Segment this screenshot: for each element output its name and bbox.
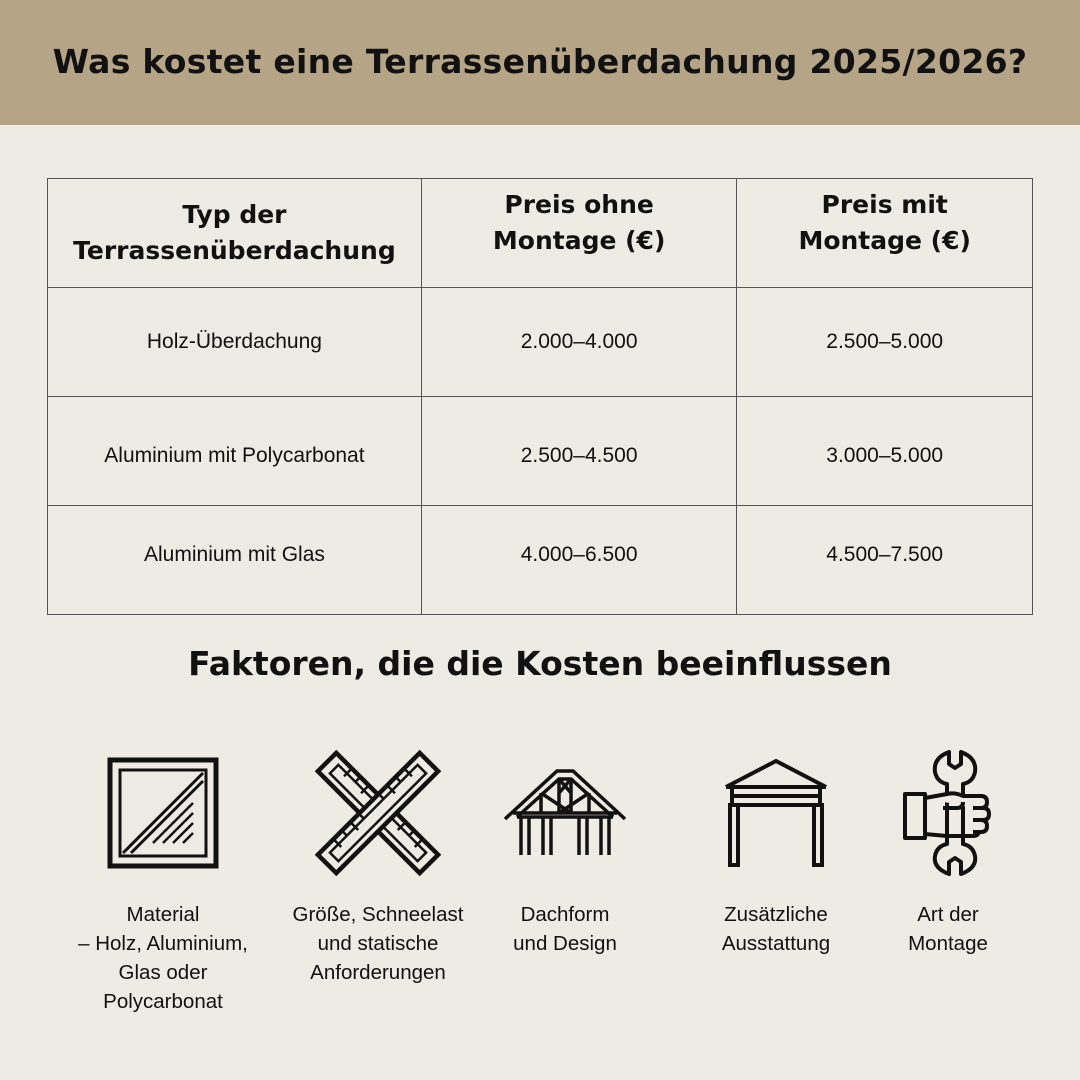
header-price-without-installation xyxy=(421,179,737,288)
factor-roof-design xyxy=(470,748,660,958)
header-type xyxy=(48,179,422,288)
factor-label: Material – Holz, Aluminium, Glas oder Polycarbonat xyxy=(78,903,248,1013)
factor-equipment xyxy=(681,748,871,958)
header-price-with-installation xyxy=(737,179,1033,288)
cell-type: Holz-Überdachung xyxy=(48,288,422,397)
crossed-rulers-icon xyxy=(313,748,443,878)
cell-price-without: 2.000–4.000 xyxy=(421,288,737,397)
cell-price-with xyxy=(737,506,1033,615)
table-row xyxy=(48,288,1033,397)
cell-price-without xyxy=(421,397,737,506)
factors-title: Faktoren, die die Kosten beeinflussen xyxy=(188,644,892,683)
cell-price-without xyxy=(421,506,737,615)
cell-price-with-text: 4.500–7.500 xyxy=(826,543,944,566)
factor-material xyxy=(68,748,258,1016)
table-row xyxy=(48,397,1033,506)
factor-installation xyxy=(853,748,1043,958)
header-type-label: Typ der Terrassenüberdachung xyxy=(73,200,396,265)
factor-label: Größe, Schneelast und statische Anforderungen xyxy=(292,903,464,984)
cell-type xyxy=(48,397,422,506)
hand-wrench-icon xyxy=(883,748,1013,878)
factor-label: Art der Montage xyxy=(908,903,988,955)
cell-price-without-text: 2.500–4.500 xyxy=(520,444,638,467)
header-price-without-label: Preis ohne Montage (€) xyxy=(492,190,666,255)
factor-size xyxy=(283,748,473,987)
glass-panel-icon xyxy=(98,748,228,878)
cell-price-with xyxy=(737,397,1033,506)
cell-type-text: Aluminium mit Polycarbonat xyxy=(104,444,365,467)
header-price-with-label: Preis mit Montage (€) xyxy=(798,190,971,255)
factor-label: Dachform und Design xyxy=(513,903,617,955)
cell-type-text: Aluminium mit Glas xyxy=(144,543,325,566)
header-banner xyxy=(0,0,1080,125)
roof-truss-icon xyxy=(500,748,630,878)
carport-icon xyxy=(711,748,841,878)
table-row xyxy=(48,506,1033,615)
table-header-row xyxy=(48,179,1033,288)
price-table xyxy=(47,178,1033,615)
page-title: Was kostet eine Terrassenüberdachung 2025/2026? xyxy=(52,42,1028,81)
cell-price-with-text: 3.000–5.000 xyxy=(826,444,944,467)
cell-price-with: 2.500–5.000 xyxy=(737,288,1033,397)
cell-price-without-text: 4.000–6.500 xyxy=(520,543,638,566)
factor-label: Zusätzliche Ausstattung xyxy=(721,903,831,955)
cell-type xyxy=(48,506,422,615)
